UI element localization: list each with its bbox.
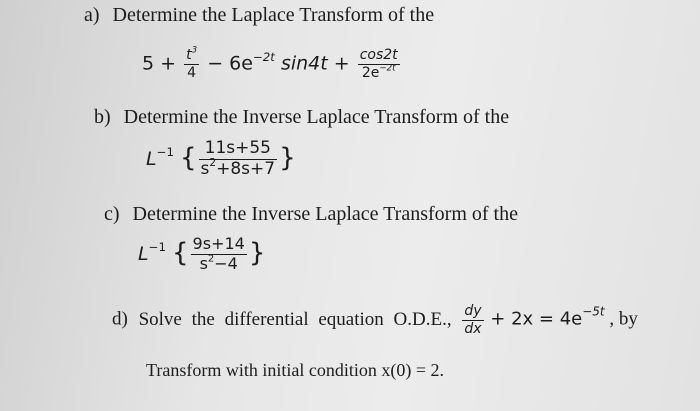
expr-a-term2-exp: −2t	[252, 49, 275, 64]
question-d-equation: + 2x = 4e	[490, 308, 583, 330]
question-d-equation-exp: −5t	[582, 304, 605, 319]
expr-c-open-brace: {	[172, 238, 189, 269]
question-b-expression	[146, 140, 296, 179]
expr-a-f1-den: 4	[187, 64, 197, 81]
expr-c-den-base: s	[199, 253, 208, 273]
expr-a-f2-num: cos2t	[359, 47, 398, 63]
expr-a-term1: 5 +	[142, 52, 177, 75]
expr-c-fraction	[191, 236, 247, 273]
expr-b-close-brace: }	[279, 143, 296, 174]
expr-a-f1-exp: 3	[191, 45, 198, 56]
expr-b-den-base: s	[200, 158, 210, 179]
expr-b-open-brace: {	[180, 143, 197, 174]
question-d-dy: dy	[464, 303, 482, 319]
expr-a-f2-den: 2e	[361, 64, 380, 81]
question-d-prompt: Solve the differential equation O.D.E.,	[138, 308, 452, 330]
expr-c-L: L	[138, 242, 149, 265]
expr-a-fraction2	[358, 48, 400, 80]
question-d-label: d)	[112, 308, 128, 330]
question-a-prompt: Determine the Laplace Transform of the	[112, 4, 435, 26]
question-c-prompt: Determine the Inverse Laplace Transform of the	[132, 203, 518, 225]
question-d-line2: Transform with initial condition x(0) = 2.	[146, 360, 444, 380]
expr-c-L-exp: −1	[148, 239, 166, 254]
expr-b-den-rest: +8s+7	[216, 158, 276, 179]
question-b-prompt: Determine the Inverse Laplace Transform of the	[123, 106, 510, 128]
question-a-expression	[142, 45, 402, 81]
expr-b-fraction	[199, 140, 278, 179]
expr-a-fraction1	[184, 45, 199, 81]
question-b-heading	[94, 106, 509, 129]
expr-b-L: L	[146, 147, 157, 170]
question-a-label: a)	[84, 4, 100, 26]
expr-a-f2-den-exp: −2t	[379, 63, 396, 74]
expr-b-num: 11s+55	[204, 138, 271, 158]
question-c-heading	[104, 203, 518, 226]
question-c-expression	[138, 236, 265, 273]
question-d-trail: , by	[609, 308, 638, 330]
question-b-label: b)	[94, 106, 111, 128]
expr-b-den-exp: 2	[209, 156, 217, 169]
expr-c-den-exp: 2	[207, 253, 215, 265]
expr-a-f1-num: t	[186, 47, 192, 63]
expr-c-close-brace: }	[248, 238, 266, 269]
expr-a-term2-pre: − 6e	[207, 52, 253, 75]
question-c-label: c)	[104, 203, 120, 225]
expr-c-num: 9s+14	[192, 234, 245, 253]
expr-b-L-exp: −1	[156, 145, 174, 160]
question-d-dx: dx	[464, 320, 482, 337]
question-d-derivative	[462, 304, 483, 336]
question-a-heading	[84, 4, 434, 27]
expr-c-den-rest: −4	[214, 253, 238, 273]
question-d-line1	[112, 304, 638, 336]
expr-a-term2-post: sin4t +	[280, 52, 350, 75]
